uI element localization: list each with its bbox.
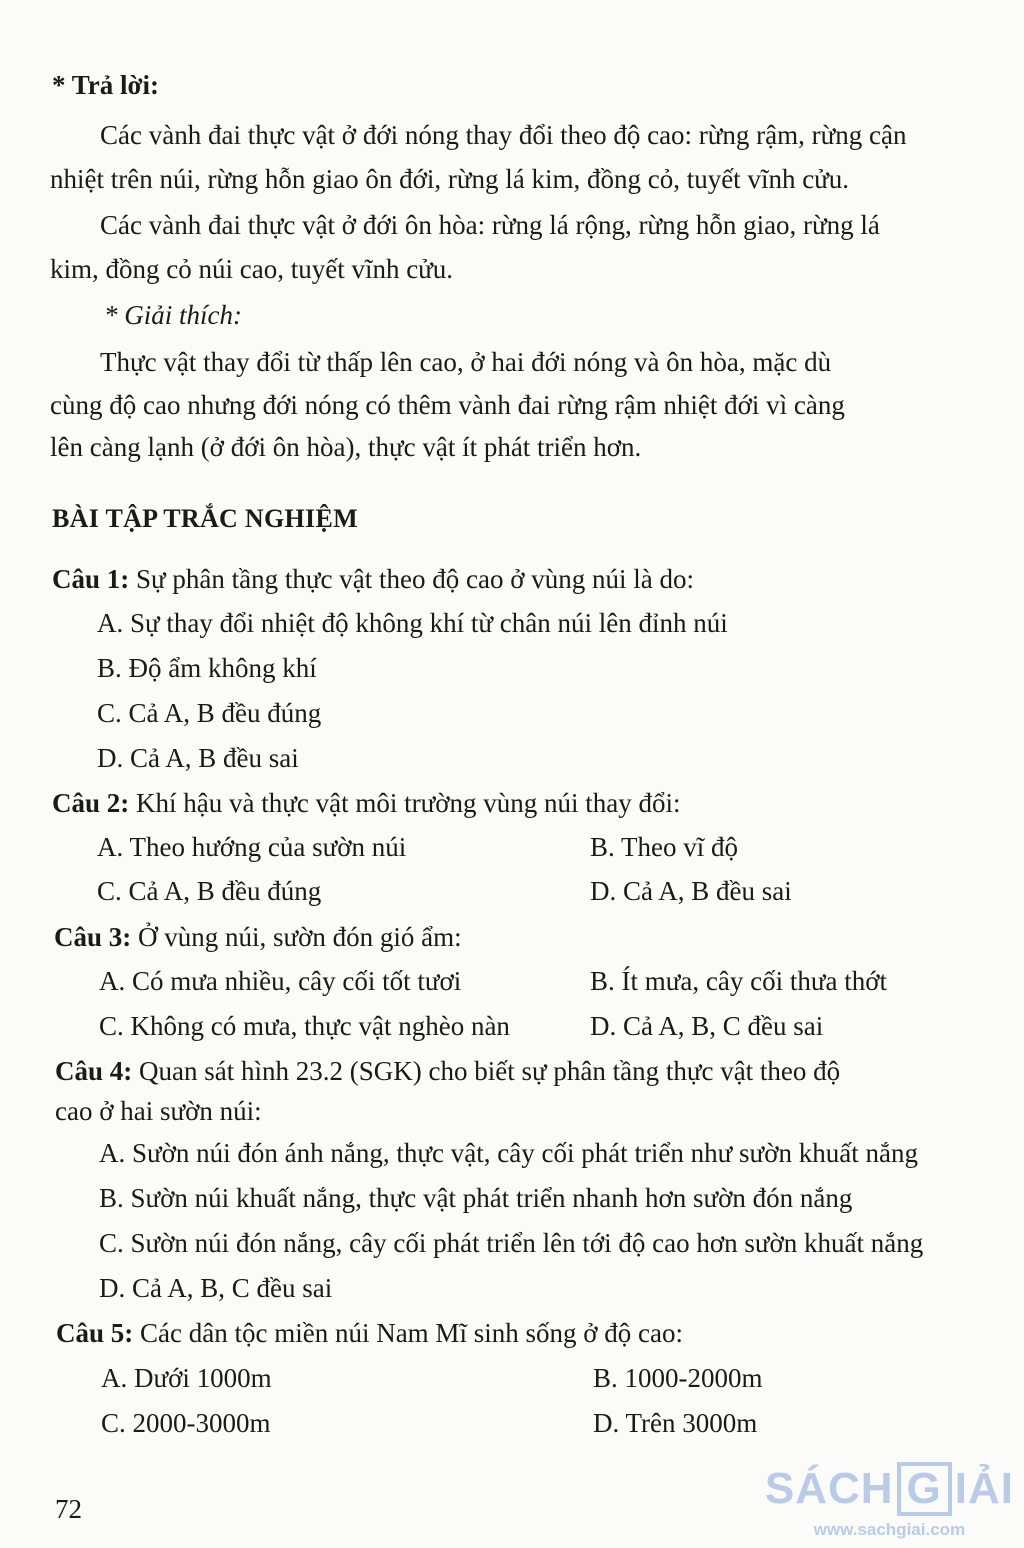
question-2-label: Câu 2: xyxy=(52,788,130,818)
question-5-option-a: A. Dưới 1000m xyxy=(101,1363,272,1393)
question-2 xyxy=(52,786,681,820)
question-5-option-b: B. 1000-2000m xyxy=(593,1363,763,1393)
question-2-option-d: D. Cả A, B đều sai xyxy=(590,876,792,906)
question-5-option-d: D. Trên 3000m xyxy=(593,1408,758,1438)
question-2-option-b: B. Theo vĩ độ xyxy=(590,832,738,862)
question-4-option-c: C. Sườn núi đón nắng, cây cối phát triển lên tới độ cao hơn sườn khuất nắng xyxy=(99,1228,924,1258)
watermark-url: www.sachgiai.com xyxy=(813,1520,966,1539)
answer-paragraph-1-line-1: Các vành đai thực vật ở đới nóng thay đổi theo độ cao: rừng rậm, rừng cận xyxy=(100,120,907,150)
question-3-option-c: C. Không có mưa, thực vật nghèo nàn xyxy=(99,1011,510,1041)
sachgiai-watermark-logo xyxy=(765,1462,1014,1540)
question-4-option-d: D. Cả A, B, C đều sai xyxy=(99,1273,333,1303)
question-2-option-c: C. Cả A, B đều đúng xyxy=(97,876,322,906)
question-1-option-d: D. Cả A, B đều sai xyxy=(97,743,299,773)
question-5-text: Các dân tộc miền núi Nam Mĩ sinh sống ở độ cao: xyxy=(133,1318,683,1348)
explanation-line-3: lên càng lạnh (ở đới ôn hòa), thực vật ít phát triển hơn. xyxy=(50,432,642,462)
answer-label: * Trả lời: xyxy=(52,70,159,100)
page-number: 72 xyxy=(55,1494,82,1524)
question-4-line-2: cao ở hai sườn núi: xyxy=(55,1096,262,1126)
question-3-option-d: D. Cả A, B, C đều sai xyxy=(590,1011,824,1041)
question-4-line-1 xyxy=(55,1054,840,1088)
explanation-label: * Giải thích: xyxy=(104,300,242,330)
question-1-text: Sự phân tầng thực vật theo độ cao ở vùng núi là do: xyxy=(129,564,694,594)
question-3-option-b: B. Ít mưa, cây cối thưa thớt xyxy=(590,966,887,996)
question-4-option-b: B. Sườn núi khuất nắng, thực vật phát triển nhanh hơn sườn đón nắng xyxy=(99,1183,853,1213)
watermark-brand-box: G xyxy=(897,1462,952,1516)
question-1-option-b: B. Độ ẩm không khí xyxy=(97,653,317,683)
question-1-option-a: A. Sự thay đổi nhiệt độ không khí từ chân núi lên đỉnh núi xyxy=(97,608,728,638)
answer-paragraph-1-line-2: nhiệt trên núi, rừng hỗn giao ôn đới, rừng lá kim, đồng cỏ, tuyết vĩnh cửu. xyxy=(50,164,850,194)
answer-paragraph-2-line-2: kim, đồng cỏ núi cao, tuyết vĩnh cửu. xyxy=(50,254,454,284)
question-2-text: Khí hậu và thực vật môi trường vùng núi thay đổi: xyxy=(129,788,681,818)
question-3-label: Câu 3: xyxy=(54,922,132,952)
question-1-option-c: C. Cả A, B đều đúng xyxy=(97,698,322,728)
question-5 xyxy=(56,1316,683,1350)
question-4-text: Quan sát hình 23.2 (SGK) cho biết sự phân tầng thực vật theo độ xyxy=(132,1056,841,1086)
question-1-label: Câu 1: xyxy=(52,564,130,594)
question-2-option-a: A. Theo hướng của sườn núi xyxy=(97,832,407,862)
watermark-brand xyxy=(765,1462,1014,1516)
question-3 xyxy=(54,920,462,954)
explanation-line-1: Thực vật thay đổi từ thấp lên cao, ở hai đới nóng và ôn hòa, mặc dù xyxy=(100,347,832,377)
question-3-option-a: A. Có mưa nhiều, cây cối tốt tươi xyxy=(99,966,462,996)
question-3-text: Ở vùng núi, sườn đón gió ẩm: xyxy=(131,922,462,952)
section-title: BÀI TẬP TRẮC NGHIỆM xyxy=(52,504,358,533)
question-4-label: Câu 4: xyxy=(55,1056,133,1086)
question-5-option-c: C. 2000-3000m xyxy=(101,1408,271,1438)
explanation-line-2: cùng độ cao nhưng đới nóng có thêm vành đai rừng rậm nhiệt đới vì càng xyxy=(50,390,845,420)
answer-paragraph-2-line-1: Các vành đai thực vật ở đới ôn hòa: rừng lá rộng, rừng hỗn giao, rừng lá xyxy=(100,210,880,240)
question-5-label: Câu 5: xyxy=(56,1318,134,1348)
question-1 xyxy=(52,562,694,596)
watermark-brand-right: IẢI xyxy=(954,1464,1014,1513)
watermark-brand-left: SÁCH xyxy=(764,1464,894,1513)
question-4-option-a: A. Sườn núi đón ánh nắng, thực vật, cây cối phát triển như sườn khuất nắng xyxy=(99,1138,918,1168)
